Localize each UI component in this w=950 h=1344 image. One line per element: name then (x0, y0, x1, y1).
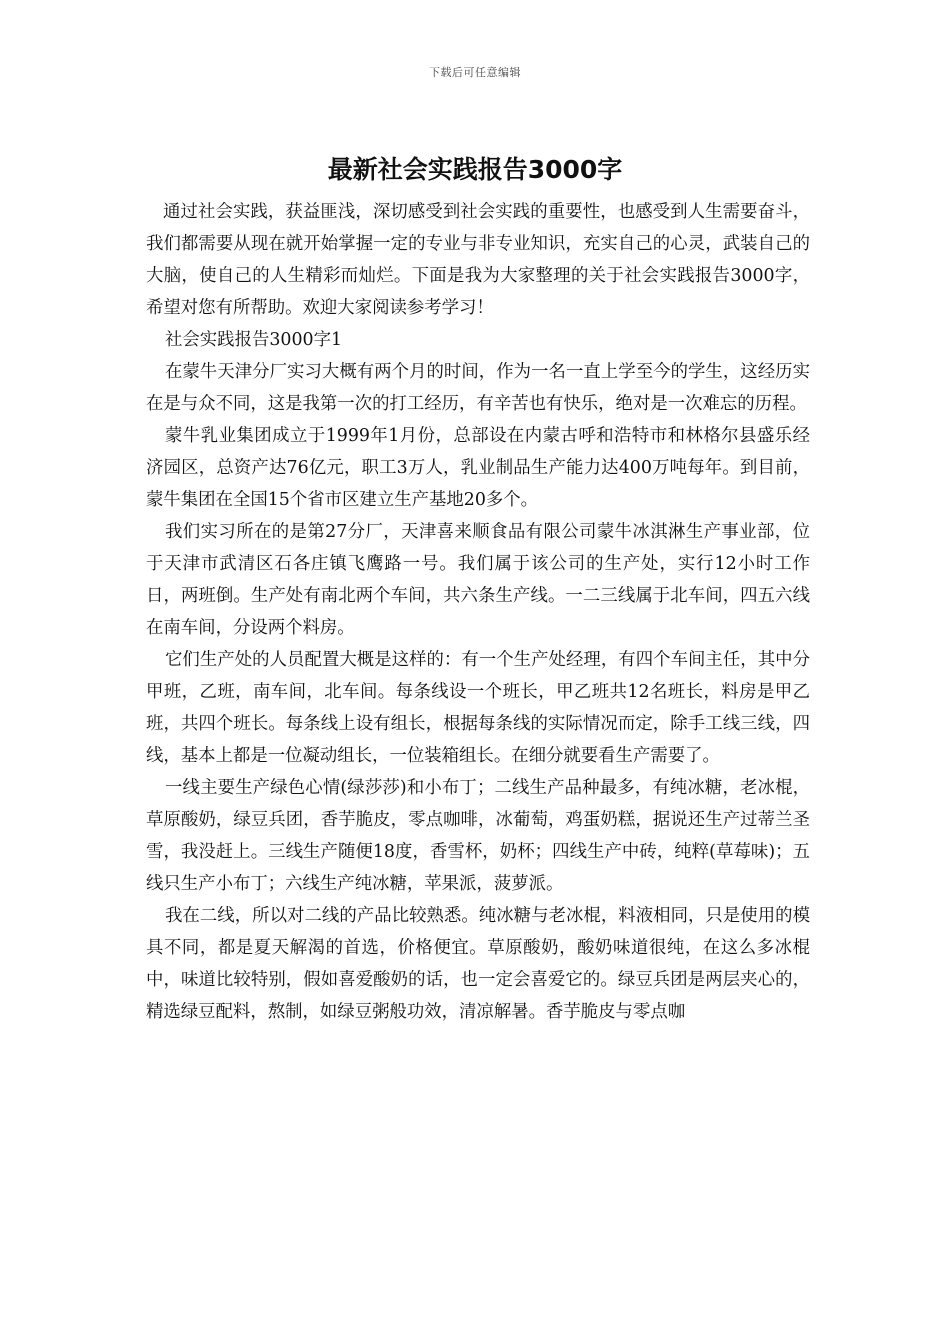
body-paragraph: 我在二线，所以对二线的产品比较熟悉。纯冰糖与老冰棍，料液相同，只是使用的模具不同，都是夏天解渴的首选，价格便宜。草原酸奶，酸奶味道很纯，在这么多冰棍中，味道比较特别，假如喜爱酸奶的话，也一定会喜爱它的。绿豆兵团是两层夹心的，精选绿豆配料，熬制，如绿豆粥般功效，清凉解暑。香芋脆皮与零点咖 (146, 906, 810, 1022)
body-paragraph: 蒙牛乳业集团成立于1999年1月份，总部设在内蒙古呼和浩特市和林格尔县盛乐经济园区，总资产达76亿元，职工3万人，乳业制品生产能力达400万吨每年。到目前，蒙牛集团在全国15个省市区建立生产基地20多个。 (146, 426, 810, 510)
section-heading: 社会实践报告3000字1 (165, 330, 343, 350)
header-note: 下载后可任意编辑 (429, 66, 521, 79)
body-paragraph: 它们生产处的人员配置大概是这样的：有一个生产处经理，有四个车间主任，其中分甲班，乙班，南车间，北车间。每条线设一个班长，甲乙班共12名班长，料房是甲乙班，共四个班长。每条线上设有组长，根据每条线的实际情况而定，除手工线三线，四线，基本上都是一位凝动组长，一位装箱组长。在细分就要看生产需要了。 (146, 650, 810, 766)
body-paragraph: 一线主要生产绿色心情(绿莎莎)和小布丁；二线生产品种最多，有纯冰糖，老冰棍，草原酸奶，绿豆兵团，香芋脆皮，零点咖啡，冰葡萄，鸡蛋奶糕，据说还生产过蒂兰圣雪，我没赶上。三线生产随便18度，香雪杯，奶杯；四线生产中砖，纯粹(草莓味)；五线只生产小布丁；六线生产纯冰糖，苹果派，菠萝派。 (146, 778, 810, 894)
body-paragraph: 我们实习所在的是第27分厂，天津喜来顺食品有限公司蒙牛冰淇淋生产事业部，位于天津市武清区石各庄镇飞鹰路一号。我们属于该公司的生产处，实行12小时工作日，两班倒。生产处有南北两个车间，共六条生产线。一二三线属于北车间，四五六线在南车间，分设两个料房。 (146, 522, 810, 638)
document-title: 最新社会实践报告3000字 (327, 155, 623, 184)
document-body (146, 196, 810, 1028)
intro-paragraph: 通过社会实践，获益匪浅，深切感受到社会实践的重要性，也感受到人生需要奋斗，我们都需要从现在就开始掌握一定的专业与非专业知识，充实自己的心灵，武装自己的大脑，使自己的人生精彩而灿烂。下面是我为大家整理的关于社会实践报告3000字，希望对您有所帮助。欢迎大家阅读参考学习！ (146, 202, 810, 318)
body-paragraph: 在蒙牛天津分厂实习大概有两个月的时间，作为一名一直上学至今的学生，这经历实在是与众不同，这是我第一次的打工经历，有辛苦也有快乐，绝对是一次难忘的历程。 (146, 362, 810, 414)
